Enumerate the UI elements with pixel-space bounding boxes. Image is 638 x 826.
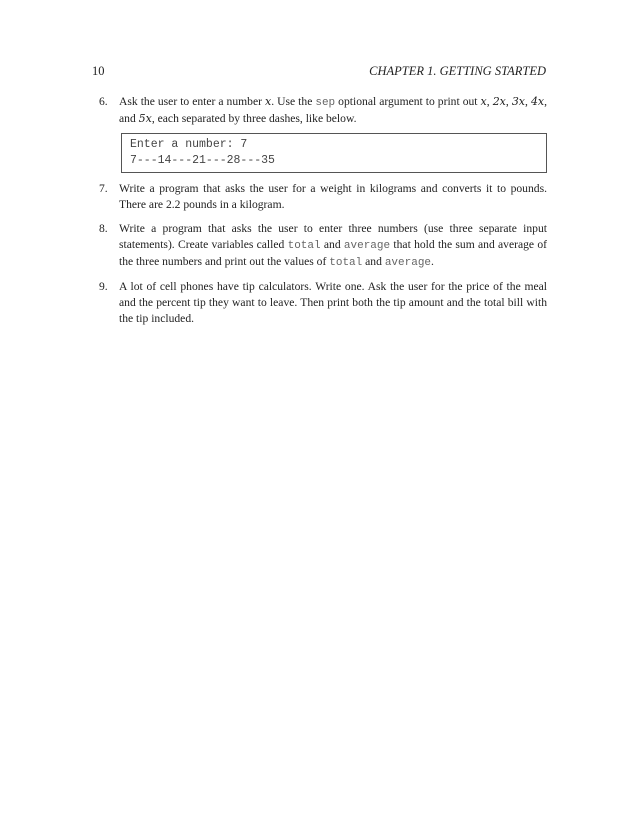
code-example xyxy=(121,133,547,173)
exercise-text: and xyxy=(362,255,385,268)
code-average: average xyxy=(384,257,432,269)
exercise-text: , xyxy=(525,95,531,108)
exercise-7 xyxy=(99,181,547,213)
exercise-text: that hold the sum and average of the three numbers and print out the values of xyxy=(119,238,547,268)
math-4x: 4x xyxy=(530,95,545,108)
code-total: total xyxy=(287,240,321,252)
exercise-text: Write a program that asks the user for a weight in kilograms and converts it to pounds. There are 2.2 pounds in a kilogram. xyxy=(119,182,547,211)
math-5x: 5x xyxy=(138,112,152,125)
exercise-number: 6. xyxy=(99,95,108,108)
code-sep: sep xyxy=(315,97,336,109)
code-average: average xyxy=(343,240,391,252)
exercise-text: Write a program that asks the user to enter three numbers (use three separate input statements). Create variables called xyxy=(119,222,547,251)
code-line: Enter a number: 7 xyxy=(130,138,248,151)
exercise-number: 7. xyxy=(99,182,108,195)
exercise-text: , each separated by three dashes, like below. xyxy=(151,112,357,125)
exercise-text: and xyxy=(320,238,344,251)
exercise-8 xyxy=(99,221,547,271)
exercise-text: . Use the xyxy=(271,95,316,108)
math-x: x xyxy=(265,95,272,108)
exercise-text: Ask the user to enter a number xyxy=(119,95,265,108)
exercise-text: A lot of cell phones have tip calculators. Write one. Ask the user for the price of the meal and the percent tip they want to leave. Then print both the tip amount and the total bill with the tip included. xyxy=(119,280,547,325)
math-2x: 2x xyxy=(492,95,506,108)
chapter-title: CHAPTER 1. GETTING STARTED xyxy=(369,64,546,78)
math-x: x xyxy=(480,95,487,108)
exercise-number: 9. xyxy=(99,280,108,293)
exercise-number: 8. xyxy=(99,222,108,235)
code-line: 7---14---21---28---35 xyxy=(130,154,275,167)
code-total: total xyxy=(329,257,363,269)
exercise-9 xyxy=(99,279,547,327)
running-header xyxy=(92,64,546,79)
math-3x: 3x xyxy=(511,95,526,108)
exercise-text: , xyxy=(486,95,493,108)
exercise-text: , xyxy=(505,95,512,108)
exercise-list xyxy=(99,94,548,335)
exercise-text: . xyxy=(431,255,434,268)
exercise-text: , and xyxy=(119,95,548,125)
exercise-text: optional argument to print out xyxy=(335,95,481,108)
page-number: 10 xyxy=(92,64,105,78)
exercise-6 xyxy=(99,94,548,173)
